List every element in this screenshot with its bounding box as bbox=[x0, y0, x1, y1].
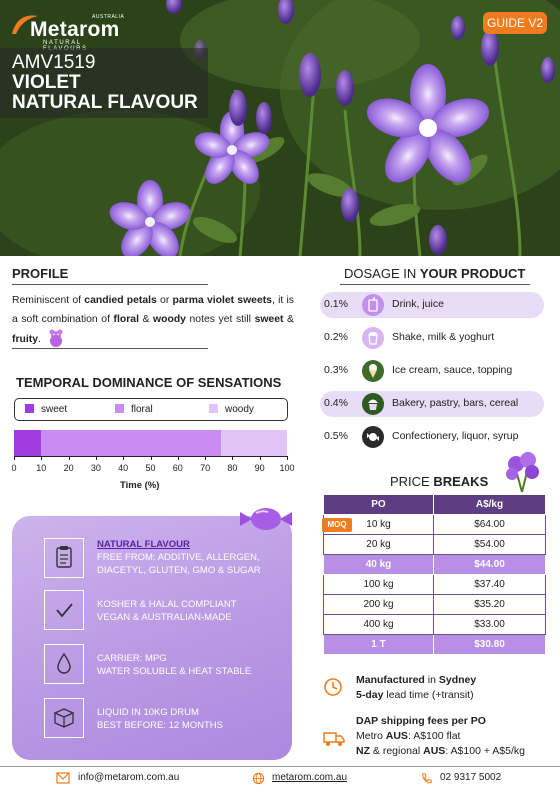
shipping-regional bbox=[356, 745, 525, 757]
droplet-glyph bbox=[45, 645, 83, 683]
lead-time-line bbox=[356, 689, 474, 701]
dosage-heading-rule bbox=[340, 284, 530, 285]
phone-icon bbox=[420, 772, 433, 785]
ice-cream-glyph bbox=[362, 360, 384, 382]
table-row bbox=[324, 515, 546, 535]
profile-keyword: candied petals bbox=[84, 295, 157, 306]
po-cell: 100 kg bbox=[324, 575, 434, 595]
price-cell: $64.00 bbox=[434, 515, 546, 535]
axis-tick-label: 70 bbox=[200, 463, 211, 473]
profile-text-part: & bbox=[138, 314, 154, 325]
shipping-text: & regional bbox=[370, 745, 424, 757]
footer-email-link[interactable]: info@metarom.com.au bbox=[78, 772, 180, 783]
price-heading bbox=[390, 474, 488, 489]
legend-swatch bbox=[115, 404, 124, 413]
dosage-percent: 0.1% bbox=[324, 298, 348, 310]
col-po: PO bbox=[324, 495, 434, 515]
shipping-text: Metro bbox=[356, 730, 386, 742]
manufactured-bold: Manufactured bbox=[356, 674, 425, 686]
cupcake-glyph bbox=[362, 393, 384, 415]
table-row bbox=[324, 635, 546, 655]
legend-label: woody bbox=[225, 404, 254, 415]
dosage-label: Bakery, pastry, bars, cereal bbox=[392, 397, 519, 409]
profile-keyword: fruity bbox=[12, 334, 38, 345]
price-cell: $54.00 bbox=[434, 535, 546, 555]
milkshake-glyph bbox=[362, 327, 384, 349]
features-card bbox=[12, 516, 292, 760]
axis-tick-label: 90 bbox=[254, 463, 265, 473]
price-cell: $33.00 bbox=[434, 615, 546, 635]
axis-tick-label: 80 bbox=[227, 463, 238, 473]
shipping-bold: NZ bbox=[356, 745, 370, 757]
table-row bbox=[324, 535, 546, 555]
tds-axis-title: Time (%) bbox=[120, 480, 160, 491]
globe-icon bbox=[252, 772, 265, 785]
axis-tick bbox=[96, 456, 97, 460]
axis-tick bbox=[178, 456, 179, 460]
logo-tagline: NATURAL bbox=[43, 40, 82, 46]
clipboard-icon bbox=[44, 538, 84, 578]
axis-tick bbox=[123, 456, 124, 460]
table-row bbox=[324, 595, 546, 615]
feature-carrier bbox=[97, 652, 251, 678]
tds-segment-sweet bbox=[14, 430, 41, 456]
checkmark-glyph bbox=[45, 591, 83, 629]
droplet-icon bbox=[44, 644, 84, 684]
dosage-row bbox=[320, 424, 544, 450]
email-icon bbox=[56, 772, 70, 784]
tds-segment-floral bbox=[41, 430, 221, 456]
profile-text-part: & bbox=[283, 314, 294, 325]
axis-tick bbox=[205, 456, 206, 460]
legend-label: floral bbox=[131, 404, 153, 415]
manufactured-rest: in bbox=[424, 674, 439, 686]
feature-line: CARRIER: MPG bbox=[97, 653, 167, 664]
table-row bbox=[324, 615, 546, 635]
lead-time-rest: lead time (+transit) bbox=[383, 689, 474, 701]
price-heading-bold: BREAKS bbox=[433, 474, 489, 489]
price-cell: $35.20 bbox=[434, 595, 546, 615]
shipping-heading: DAP shipping fees per PO bbox=[356, 715, 486, 727]
milkshake-icon bbox=[362, 327, 384, 349]
tds-legend bbox=[14, 398, 288, 421]
axis-tick bbox=[69, 456, 70, 460]
price-cell: $44.00 bbox=[434, 555, 546, 575]
profile-keyword: woody bbox=[153, 314, 186, 325]
feature-line: WATER SOLUBLE & HEAT STABLE bbox=[97, 666, 252, 677]
profile-heading: PROFILE bbox=[12, 266, 69, 281]
feature-line: BEST BEFORE: 12 MONTHS bbox=[97, 720, 223, 731]
tds-segment-woody bbox=[221, 430, 287, 456]
cupcake-icon bbox=[362, 393, 384, 415]
feature-line: KOSHER & HALAL COMPLIANT bbox=[97, 599, 237, 610]
axis-tick bbox=[14, 456, 15, 460]
profile-text-part: , it is a soft combination of bbox=[12, 295, 295, 325]
package-glyph bbox=[45, 699, 83, 737]
feature-line: FREE FROM: ADDITIVE, ALLERGEN, bbox=[97, 552, 260, 563]
metarom-logo bbox=[10, 10, 125, 50]
legend-item-sweet bbox=[25, 404, 67, 416]
wrapped-candy-icon bbox=[238, 502, 294, 536]
po-cell: 40 kg bbox=[324, 555, 434, 575]
dosage-row bbox=[320, 391, 544, 417]
moq-badge: MOQ bbox=[322, 518, 352, 532]
tds-x-axis bbox=[11, 456, 295, 478]
price-cell: $30.80 bbox=[434, 635, 546, 655]
price-cell: $37.40 bbox=[434, 575, 546, 595]
product-name-line1: VIOLET bbox=[12, 72, 81, 93]
axis-tick-label: 0 bbox=[11, 463, 17, 473]
profile-keyword: floral bbox=[113, 314, 139, 325]
shipping-bold: AUS bbox=[423, 745, 446, 757]
gummy-bear-icon bbox=[48, 329, 64, 347]
po-cell: 400 kg bbox=[324, 615, 434, 635]
clipboard-glyph bbox=[45, 539, 83, 577]
legend-label: sweet bbox=[41, 404, 68, 415]
price-heading-plain: PRICE bbox=[390, 474, 434, 489]
manufactured-line bbox=[356, 674, 476, 686]
feature-natural bbox=[97, 538, 261, 577]
dosage-heading-plain: DOSAGE IN bbox=[344, 266, 420, 281]
profile-keyword: parma violet sweets bbox=[172, 295, 272, 306]
axis-tick-label: 50 bbox=[145, 463, 156, 473]
axis-tick-label: 10 bbox=[36, 463, 47, 473]
axis-tick bbox=[232, 456, 233, 460]
feature-line: VEGAN & AUSTRALIAN-MADE bbox=[97, 612, 232, 623]
legend-item-woody bbox=[209, 404, 254, 416]
po-cell: 10 kg bbox=[324, 515, 434, 535]
dosage-percent: 0.3% bbox=[324, 364, 348, 376]
hero-image bbox=[0, 0, 560, 256]
axis-tick bbox=[41, 456, 42, 460]
candy-icon bbox=[362, 426, 384, 448]
footer-rule bbox=[0, 766, 560, 767]
profile-bottom-rule bbox=[12, 348, 208, 349]
dosage-label: Confectionery, liquor, syrup bbox=[392, 430, 519, 442]
dosage-label: Drink, juice bbox=[392, 298, 444, 310]
lead-time-bold: 5-day bbox=[356, 689, 384, 701]
dosage-row bbox=[320, 325, 544, 351]
profile-heading-rule bbox=[12, 284, 208, 285]
axis-tick bbox=[151, 456, 152, 460]
shipping-text: : A$100 flat bbox=[407, 730, 461, 742]
package-icon bbox=[44, 698, 84, 738]
profile-description bbox=[12, 291, 294, 349]
dosage-label: Ice cream, sauce, topping bbox=[392, 364, 513, 376]
profile-keyword: sweet bbox=[254, 314, 284, 325]
axis-tick-label: 20 bbox=[63, 463, 74, 473]
ice-cream-icon bbox=[362, 360, 384, 382]
price-table-header bbox=[324, 495, 546, 515]
drink-glyph bbox=[362, 294, 384, 316]
dosage-heading-bold: YOUR PRODUCT bbox=[419, 266, 526, 281]
po-cell: 20 kg bbox=[324, 535, 434, 555]
clock-icon bbox=[322, 676, 344, 698]
feature-line: LIQUID IN 10KG DRUM bbox=[97, 707, 199, 718]
legend-swatch bbox=[209, 404, 218, 413]
axis-tick bbox=[260, 456, 261, 460]
feature-line: DIACETYL, GLUTEN, GMO & SUGAR bbox=[97, 565, 261, 576]
footer-website-link[interactable]: metarom.com.au bbox=[272, 772, 348, 783]
guide-version-badge: GUIDE V2 bbox=[483, 12, 547, 34]
manufactured-city: Sydney bbox=[438, 674, 477, 686]
dosage-percent: 0.2% bbox=[324, 331, 348, 343]
dosage-percent: 0.5% bbox=[324, 430, 348, 442]
legend-swatch bbox=[25, 404, 34, 413]
table-row bbox=[324, 575, 546, 595]
axis-tick-label: 100 bbox=[279, 463, 295, 473]
tds-bar-chart bbox=[14, 430, 287, 456]
axis-tick-label: 30 bbox=[90, 463, 101, 473]
delivery-truck-icon bbox=[322, 727, 346, 749]
shipping-metro bbox=[356, 730, 460, 742]
po-cell: 1 T bbox=[324, 635, 434, 655]
legend-item-floral bbox=[115, 404, 153, 416]
profile-text-part: Reminiscent of bbox=[12, 295, 85, 306]
po-cell: 200 kg bbox=[324, 595, 434, 615]
logo-wordmark: Metarom bbox=[30, 18, 120, 41]
price-table bbox=[323, 494, 546, 655]
dosage-heading bbox=[344, 266, 525, 281]
product-name-line2: NATURAL FLAVOUR bbox=[12, 92, 198, 113]
violet-bouquet-icon bbox=[502, 448, 544, 492]
shipping-text: : A$100 + A$5/kg bbox=[445, 745, 525, 757]
dosage-label: Shake, milk & yoghurt bbox=[392, 331, 495, 343]
table-row bbox=[324, 555, 546, 575]
feature-compliance bbox=[97, 598, 237, 624]
tds-heading: TEMPORAL DOMINANCE OF SENSATIONS bbox=[16, 375, 282, 390]
axis-tick-label: 60 bbox=[172, 463, 183, 473]
footer-phone[interactable]: 02 9317 5002 bbox=[440, 772, 502, 783]
profile-text-part: notes yet still bbox=[185, 314, 255, 325]
logo-country: AUSTRALIA bbox=[92, 14, 125, 20]
feature-packaging bbox=[97, 706, 223, 732]
dosage-row bbox=[320, 292, 544, 318]
product-code: AMV1519 bbox=[12, 52, 96, 73]
shipping-bold: AUS bbox=[385, 730, 408, 742]
axis-tick-label: 40 bbox=[118, 463, 129, 473]
dosage-row bbox=[320, 358, 544, 384]
drink-icon bbox=[362, 294, 384, 316]
checkmark-icon bbox=[44, 590, 84, 630]
profile-text-part: . bbox=[37, 334, 41, 345]
col-price: A$/kg bbox=[434, 495, 546, 515]
natural-flavour-link[interactable]: NATURAL FLAVOUR bbox=[97, 539, 190, 550]
profile-text-part: or bbox=[156, 295, 173, 306]
candy-glyph bbox=[362, 426, 384, 448]
dosage-percent: 0.4% bbox=[324, 397, 348, 409]
axis-tick bbox=[287, 456, 288, 460]
